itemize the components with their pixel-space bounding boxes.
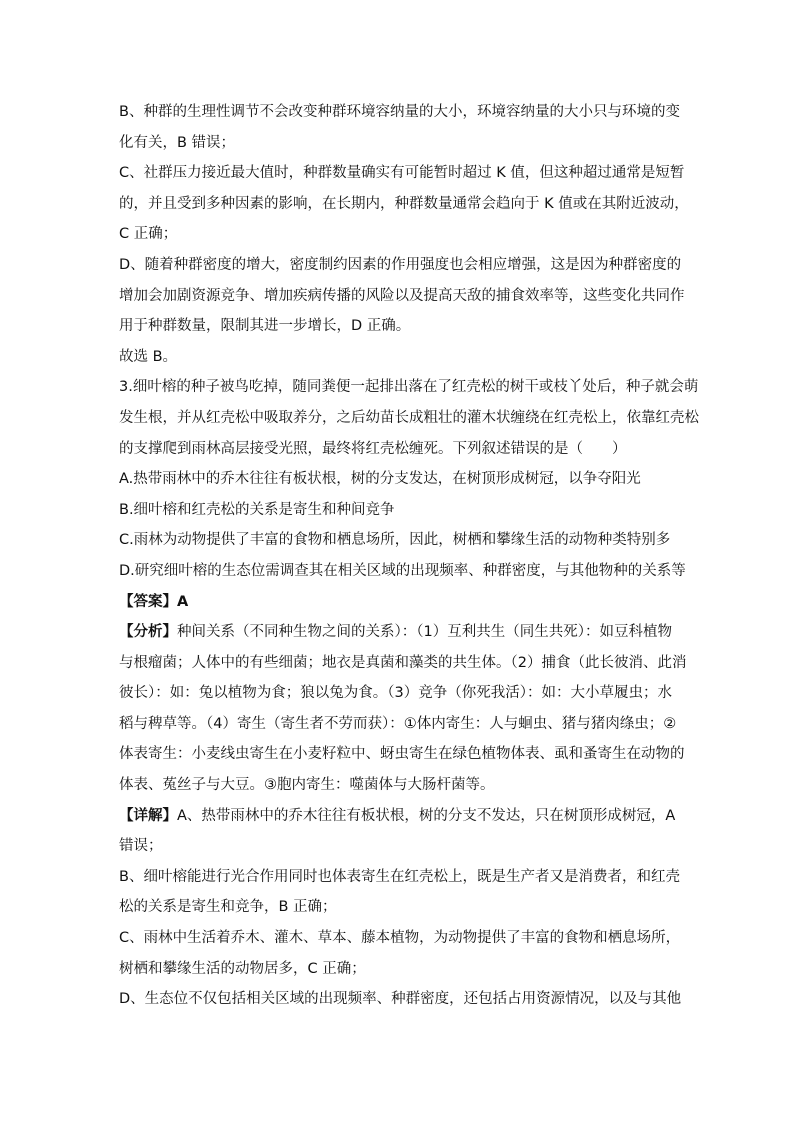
- option-a: A.热带雨林中的乔木往往有板状根，树的分支发达，在树顶形成树冠，以争夺阳光: [119, 471, 641, 488]
- option-d: D.研究细叶榕的生态位需调查其在相关区域的出现频率、种群密度，与其他物种的关系等: [119, 562, 686, 579]
- text-line: B、种群的生理性调节不会改变种群环境容纳量的大小，环境容纳量的大小只与环境的变: [119, 104, 680, 120]
- text-line: D、随着种群密度的增大，密度制约因素的作用强度也会相应增强，这是因为种群密度的: [119, 256, 682, 273]
- analysis-text: 种间关系（不同种生物之间的关系）：（1）互利共生（同生共死）：如豆科植物: [177, 624, 672, 641]
- text-line: 的，并且受到多种因素的影响，在长期内，种群数量通常会趋向于 K 值或在其附近波动，: [119, 195, 689, 212]
- analysis-line: [119, 617, 679, 648]
- analysis-line: 稻与稗草等。（4）寄生（寄生者不劳而获）：①体内寄生：人与蛔虫、猪与猪肉绦虫；②: [119, 715, 677, 732]
- analysis-line: 彼长）：如：兔以植物为食；狼以兔为食。（3）竞争（你死我活）：如：大小草履虫；水: [119, 685, 672, 702]
- option-b: B.细叶榕和红壳松的关系是寄生和种间竞争: [119, 501, 395, 518]
- answer-tag: 【答案】: [119, 593, 177, 610]
- detail-line: B、细叶榕能进行光合作用同时也体表寄生在红壳松上，既是生产者又是消费者，和红壳: [119, 868, 680, 885]
- text-line: 化有关，B 错误；: [119, 134, 236, 151]
- detail-tag: 【详解】: [119, 807, 177, 824]
- detail-line: 错误；: [119, 838, 163, 855]
- analysis-line: 与根瘤菌；人体中的有些细菌；地衣是真菌和藻类的共生体。（2）捕食（此长彼消、此消: [119, 654, 687, 671]
- analysis-line: 体表、菟丝子与大豆。③胞内寄生：噬菌体与大肠杆菌等。: [119, 777, 495, 794]
- text-line: 故选 B。: [119, 348, 178, 365]
- detail-line: D、生态位不仅包括相关区域的出现频率、种群密度，还包括占用资源情况，以及与其他: [119, 991, 682, 1008]
- answer-line: [119, 587, 679, 618]
- text-line: 用于种群数量，限制其进一步增长，D 正确。: [119, 318, 411, 335]
- document-page: [119, 97, 699, 1015]
- text-line: C 正确；: [119, 226, 178, 243]
- detail-line: [119, 801, 679, 832]
- option-c: C.雨林为动物提供了丰富的食物和栖息场所，因此，树栖和攀缘生活的动物种类特别多: [119, 532, 671, 549]
- detail-text: A、热带雨林中的乔木往往有板状根，树的分支不发达，只在树顶形成树冠，A: [177, 807, 676, 824]
- analysis-line: 体表寄生：小麦线虫寄生在小麦籽粒中、蚜虫寄生在绿色植物体表、虱和蚤寄生在动物的: [119, 746, 685, 763]
- question-line: 的支撑爬到雨林高层接受光照，最终将红壳松缠死。下列叙述错误的是（ ）: [119, 440, 627, 457]
- detail-line: C、雨林中生活着乔木、灌木、草本、藤本植物，为动物提供了丰富的食物和栖息场所，: [119, 930, 681, 947]
- question-line: 发生根，并从红壳松中吸取养分，之后幼苗长成粗壮的灌木状缠绕在红壳松上，依靠红壳松: [119, 409, 699, 426]
- question-line: 3.细叶榕的种子被鸟吃掉，随同粪便一起排出落在了红壳松的树干或枝丫处后，种子就会萌: [119, 379, 699, 396]
- detail-line: 树栖和攀缘生活的动物居多，C 正确；: [119, 960, 366, 977]
- text-line: 增加会加剧资源竞争、增加疾病传播的风险以及提高天敌的捕食效率等，这些变化共同作: [119, 287, 685, 304]
- analysis-tag: 【分析】: [119, 624, 177, 641]
- answer-value: A: [177, 593, 189, 610]
- text-line: C、社群压力接近最大值时，种群数量确实有可能暂时超过 K 值，但这种超过通常是短暂: [119, 165, 685, 182]
- detail-line: 松的关系是寄生和竞争，B 正确；: [119, 899, 337, 916]
